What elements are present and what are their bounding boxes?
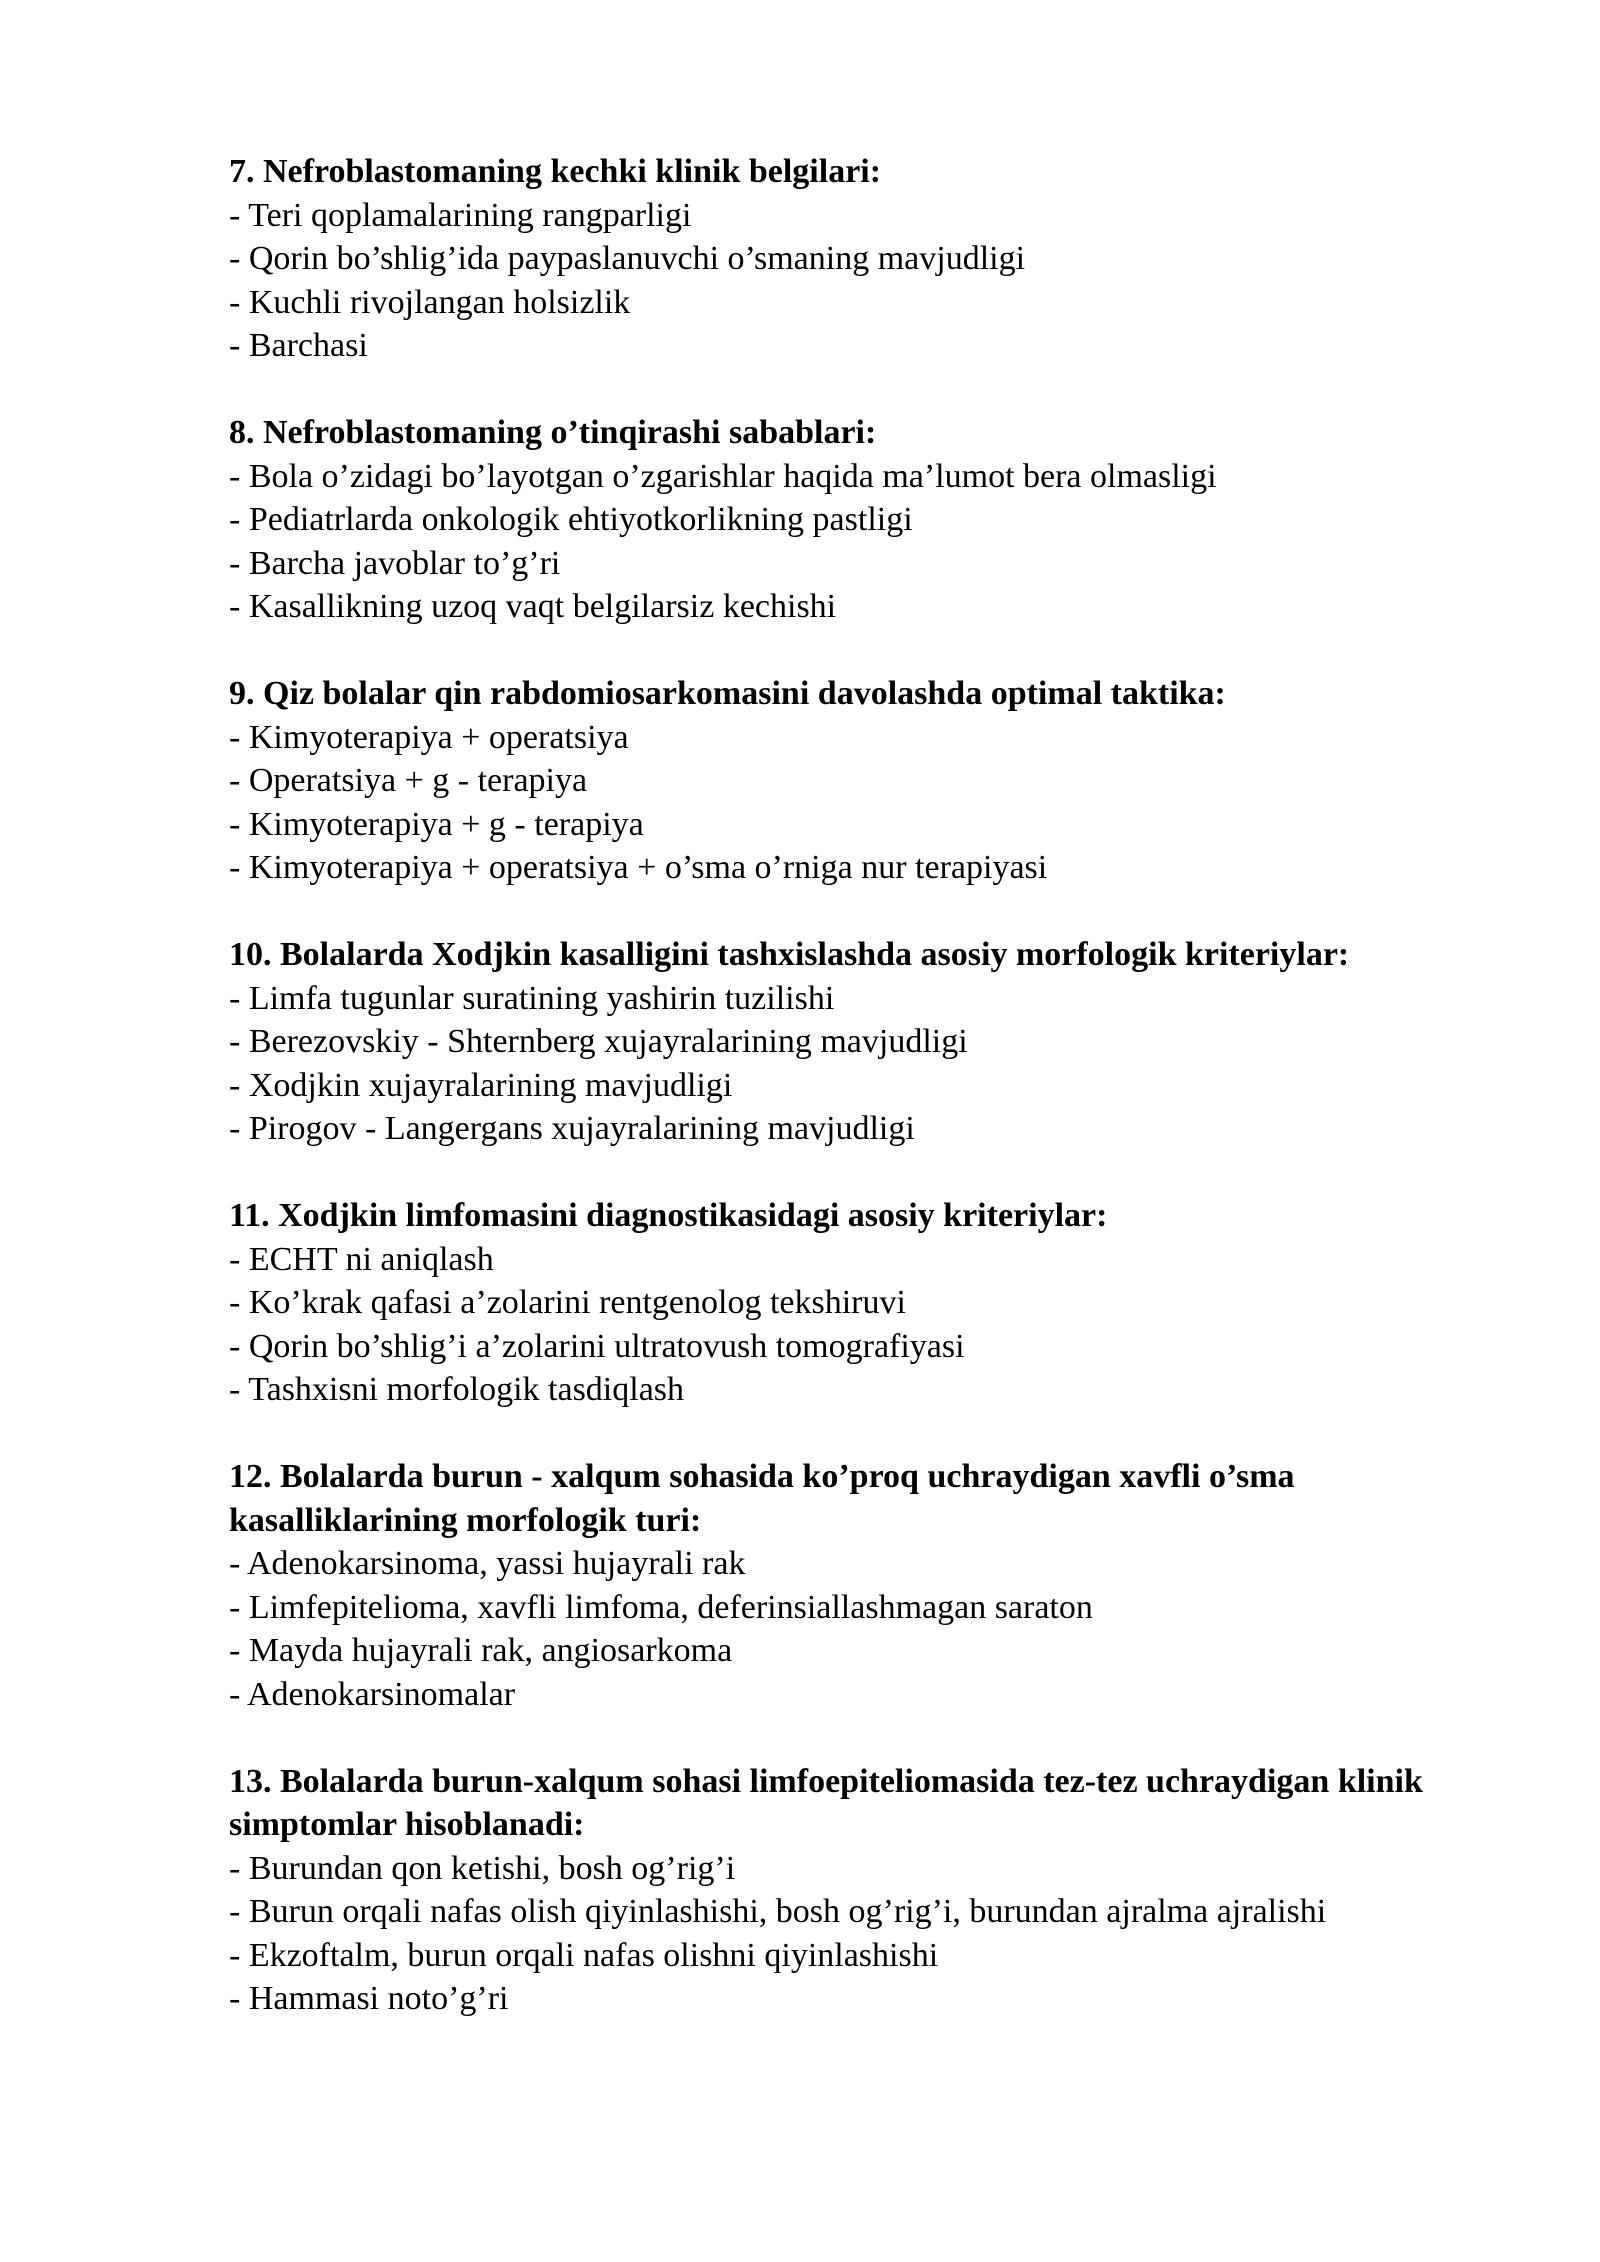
document-page [229, 150, 1529, 2064]
question-title: 9. Qiz bolalar qin rabdomiosarkomasini davolashda optimal taktika: [229, 675, 1226, 712]
question-13 [229, 1760, 1529, 2021]
question-12 [229, 1455, 1529, 1716]
answer-option: - Teri qoplamalarining rangparligi [229, 196, 692, 234]
answer-option: - Kasallikning uzoq vaqt belgilarsiz kechishi [229, 588, 837, 625]
answer-option: - Kimyoterapiya + g - terapiya [229, 805, 644, 843]
answer-option: - Operatsiya + g - terapiya [229, 762, 588, 799]
answer-options [229, 1238, 1529, 1412]
answer-option: - Qorin bo’shlig’i a’zolarini ultratovush tomografiyasi [229, 1327, 965, 1365]
answer-option: - Barchasi [229, 327, 368, 364]
answer-option: - Burundan qon ketishi, bosh og’rig’i [229, 1849, 736, 1887]
answer-option: - Barcha javoblar to’g’ri [229, 544, 561, 582]
answer-option: - Pirogov - Langergans xujayralarining mavjudligi [229, 1110, 915, 1147]
answer-option: - ECHT ni aniqlash [229, 1240, 494, 1278]
question-9 [229, 672, 1529, 890]
question-10 [229, 933, 1529, 1151]
answer-option: - Burun orqali nafas olish qiyinlashishi, bosh og’rig’i, burundan ajralma ajralishi [229, 1893, 1327, 1930]
answer-option: - Pediatrlarda onkologik ehtiyotkorlikning pastligi [229, 501, 913, 538]
answer-option: - Hammasi noto’g’ri [229, 1980, 509, 2017]
answer-option: - Xodjkin xujayralarining mavjudligi [229, 1066, 733, 1104]
answer-option: - Ko’krak qafasi a’zolarini rentgenolog tekshiruvi [229, 1284, 906, 1321]
question-title: 7. Nefroblastomaning kechki klinik belgilari: [229, 153, 882, 190]
answer-option: - Limfepitelioma, xavfli limfoma, deferinsiallashmagan saraton [229, 1588, 1093, 1626]
answer-option: - Mayda hujayrali rak, angiosarkoma [229, 1632, 733, 1669]
question-title: 11. Xodjkin limfomasini diagnostikasidagi asosiy kriteriylar: [229, 1197, 1108, 1234]
answer-option: - Adenokarsinomalar [229, 1675, 516, 1713]
answer-options [229, 1542, 1529, 1716]
answer-options [229, 716, 1529, 890]
answer-option: - Kimyoterapiya + operatsiya + o’sma o’rniga nur terapiyasi [229, 849, 1048, 886]
answer-option: - Qorin bo’shlig’ida paypaslanuvchi o’smaning mavjudligi [229, 240, 1026, 277]
answer-option: - Bola o’zidagi bo’layotgan o’zgarishlar haqida ma’lumot bera olmasligi [229, 457, 1217, 495]
question-7 [229, 150, 1529, 368]
answer-options [229, 1847, 1529, 2021]
answer-option: - Tashxisni morfologik tasdiqlash [229, 1371, 685, 1408]
question-title: 12. Bolalarda burun - xalqum sohasida ko’proq uchraydigan xavfli o’sma kasalliklarining morfologik turi: [229, 1458, 1295, 1539]
answer-options [229, 977, 1529, 1151]
answer-option: - Kimyoterapiya + operatsiya [229, 718, 629, 756]
answer-option: - Berezovskiy - Shternberg xujayralarining mavjudligi [229, 1023, 968, 1060]
question-8 [229, 411, 1529, 629]
question-title: 13. Bolalarda burun-xalqum sohasi limfoepiteliomasida tez-tez uchraydigan klinik simptomlar hisoblanadi: [229, 1762, 1423, 1843]
answer-option: - Ekzoftalm, burun orqali nafas olishni qiyinlashishi [229, 1936, 939, 1974]
answer-option: - Kuchli rivojlangan holsizlik [229, 283, 631, 321]
answer-options [229, 455, 1529, 629]
question-title: 10. Bolalarda Xodjkin kasalligini tashxislashda asosiy morfologik kriteriylar: [229, 936, 1350, 973]
answer-option: - Adenokarsinoma, yassi hujayrali rak [229, 1545, 746, 1582]
answer-options [229, 194, 1529, 368]
question-11 [229, 1194, 1529, 1412]
answer-option: - Limfa tugunlar suratining yashirin tuzilishi [229, 979, 835, 1017]
question-title: 8. Nefroblastomaning o’tinqirashi sabablari: [229, 414, 877, 451]
